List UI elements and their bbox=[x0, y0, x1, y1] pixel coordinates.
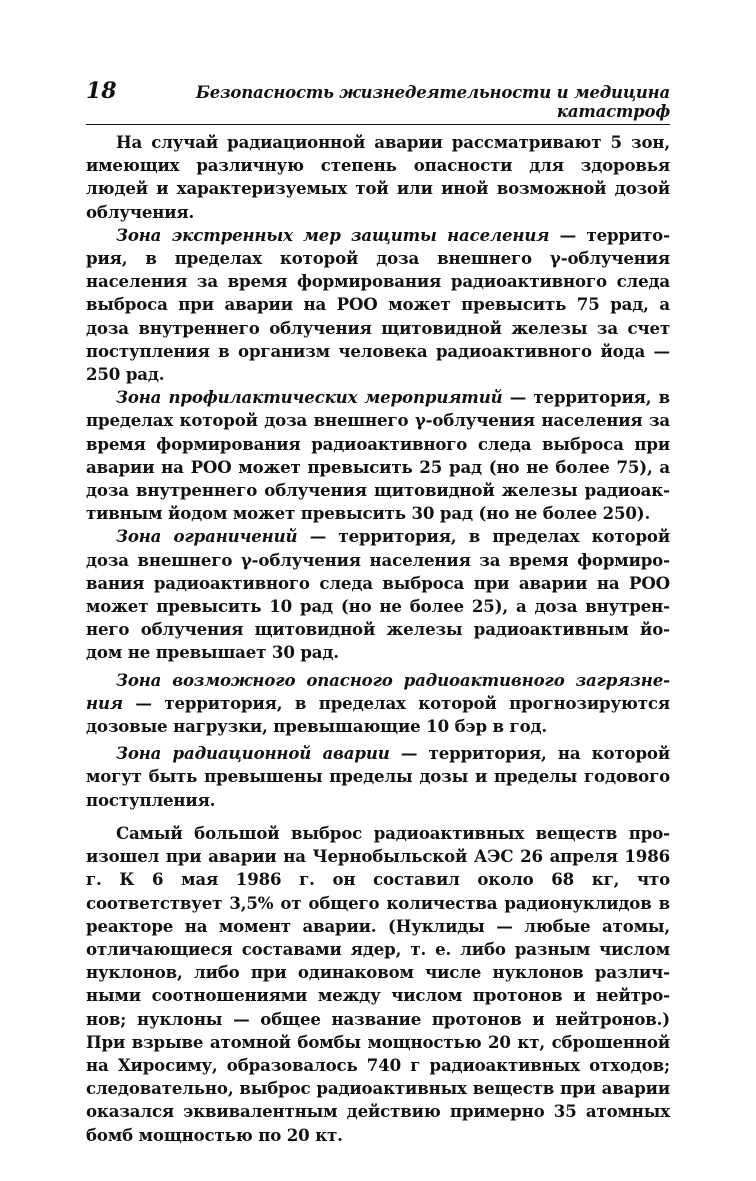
paragraph-text: — территория, в пределах которой доза внешнего γ-облучения населения за время формирования радиоактивного следа выброса при аварии на РОО может превысить 75 рад, а доза внутреннего облучения щитовидной железы за счет поступления в организм человека радиоактивного йода — 250 рад. bbox=[86, 224, 670, 385]
paragraph-text: На случай радиационной аварии рассматривают 5 зон, имеющих различную степень опасности для здоровья людей и характеризуемых той или иной возможной дозой облучения. bbox=[86, 132, 670, 222]
paragraph-text: — территория, в пределах которой доза внешнего γ-облучения населения за время формирования радиоактивного следа выброса при аварии на РОО может превысить 25 рад (но не более 75), а доза внутреннего облучения щитовидной железы радиоактивным йодом может превысить 30 рад (но не более 250). bbox=[86, 387, 671, 524]
zone-term: Зона экстренных мер защиты населения bbox=[116, 224, 550, 245]
paragraph-text: — территория, на которой могут быть превышены пределы дозы и пределы годового поступления. bbox=[86, 743, 670, 810]
paragraph-text: Самый большой выброс радиоактивных веществ произошел при аварии на Чернобыльской АЭС 26 апреля 1986 г. К 6 мая 1986 г. он составил около 68 кг, что соответствует 3,5% от общего количества радионуклидов в реакторе на момент аварии. (Нуклиды — любые атомы, отличающиеся составами ядер, т. е. либо разным числом нуклонов, либо при одинаковом числе нуклонов различными соотношениями между числом протонов и нейтронов; нуклоны — общее название протонов и нейтронов.) При взрыве атомной бомбы мощностью 20 кт, сброшенной на Хиросиму, образовалось 740 г радиоактивных отходов; следовательно, выброс радиоактивных веществ при аварии оказался эквивалентным действию примерно 35 атомных бомб мощностью по 20 кт. bbox=[86, 822, 670, 1145]
zone-term: Зона ограничений bbox=[116, 526, 298, 547]
paragraph-zone-possible-contamination bbox=[86, 669, 670, 739]
paragraph-zone-emergency bbox=[86, 224, 670, 386]
zone-term: Зона радиационной аварии bbox=[116, 743, 390, 764]
body-text bbox=[86, 131, 670, 1147]
paragraph-intro bbox=[86, 131, 670, 224]
paragraph-text: — территория, в пределах которой доза внешнего γ-облучения населения за время формирования радиоактивного следа выброса при аварии на РОО может превысить 10 рад (но не более 25), а доза внутреннего облучения щитовидной железы радиоактивным йодом не превышает 30 рад. bbox=[86, 526, 671, 663]
paragraph-zone-preventive bbox=[86, 386, 670, 525]
paragraph-text: — территория, в пределах которой прогнозируются дозовые нагрузки, превышающие 10 бэр в год. bbox=[86, 692, 670, 737]
book-page bbox=[86, 78, 670, 1147]
zone-term: Зона возможного опасного радиоактивного загрязнения bbox=[86, 669, 670, 713]
paragraph-zone-radiation-accident bbox=[86, 742, 670, 812]
book-title: Безопасность жизнедеятельности и медицина катастроф bbox=[195, 83, 670, 121]
paragraph-chernobyl bbox=[86, 822, 670, 1147]
paragraph-zone-restrictions bbox=[86, 525, 670, 664]
page-number: 18 bbox=[86, 78, 117, 104]
running-head bbox=[86, 78, 670, 125]
zone-term: Зона профилактических мероприятий bbox=[116, 387, 503, 408]
